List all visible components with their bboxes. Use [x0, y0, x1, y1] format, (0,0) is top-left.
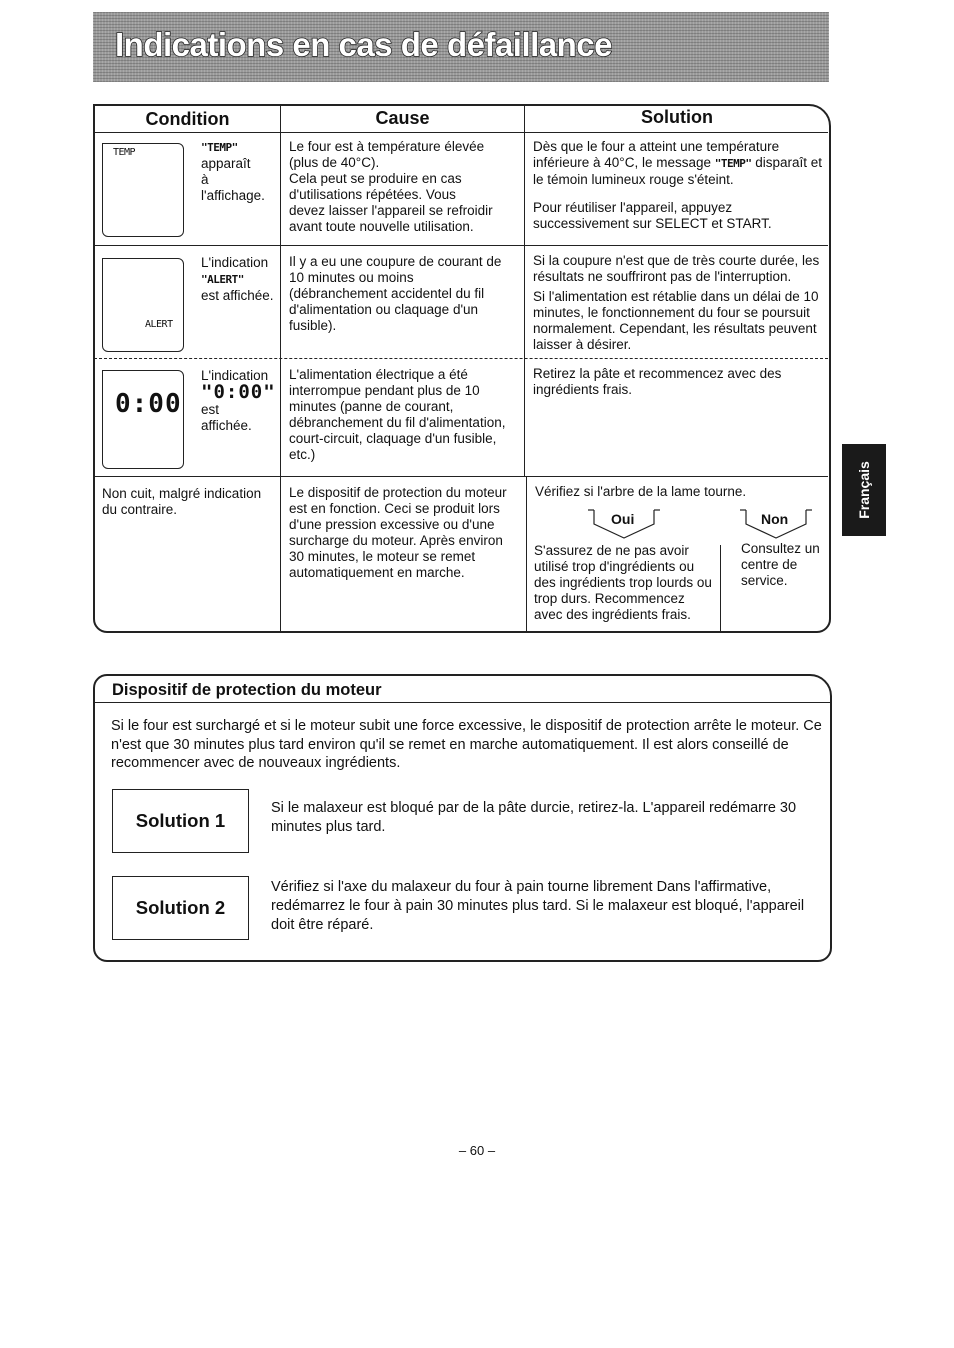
condition-line: l'affichage.	[201, 188, 265, 203]
lcd-display-time	[102, 370, 184, 469]
cause-line: Cela peut se produire en cas	[289, 171, 462, 186]
column-divider	[526, 476, 527, 631]
solution-2-box	[112, 876, 249, 940]
row2-cause	[289, 254, 521, 334]
solution-paragraph	[533, 139, 823, 188]
header-solution: Solution	[641, 107, 713, 127]
section-title: Dispositif de protection du moteur	[112, 681, 382, 699]
solution-paragraph: Si la coupure n'est que de très courte durée, les résultats ne souffriront pas de l'interruption.	[533, 253, 820, 284]
cause-line: d'une pression excessive ou d'une	[289, 517, 495, 532]
solution-paragraph: Si l'alimentation est rétablie dans un délai de 10 minutes, le fonctionnement du four se poursuit normalement. Cependant, les résultats peuvent laisser à désirer.	[533, 289, 819, 352]
row1-cause	[289, 139, 521, 235]
solution-keyword: "TEMP"	[714, 157, 752, 170]
cause-line: d'alimentation ou claquage d'un	[289, 302, 479, 317]
cause-line: Il y a eu une coupure de courant de	[289, 254, 502, 269]
cause-line: Le dispositif de protection du moteur	[289, 485, 507, 500]
row2-solution	[533, 253, 826, 353]
cause-line: interrompue pendant plus de 10	[289, 383, 480, 398]
row4-condition: Non cuit, malgré indication du contraire.	[102, 486, 262, 517]
solution-1-label: Solution 1	[135, 810, 226, 831]
cause-line: (débranchement accidentel du fil	[289, 286, 485, 301]
solution-2-text: Vérifiez si l'axe du malaxeur du four à pain tourne librement Dans l'affirmative, redémarrez le four à pain 30 minutes plus tard. Si le malaxeur est bloqué, l'appareil doit être réparé.	[271, 879, 805, 933]
lcd-label: TEMP	[113, 147, 136, 158]
row-divider	[94, 245, 828, 246]
lcd-display-temp	[102, 143, 184, 237]
language-tab-label: Français	[856, 461, 872, 519]
cause-line: etc.)	[289, 447, 316, 462]
row-divider	[94, 476, 828, 477]
page-title: Indications en cas de défaillance	[115, 26, 613, 63]
solution-paragraph: Pour réutiliser l'appareil, appuyez successivement sur SELECT et START.	[533, 200, 772, 231]
condition-line: L'indication	[201, 368, 269, 383]
condition-line: L'indication	[201, 255, 269, 270]
condition-line: est affichée.	[201, 288, 274, 303]
condition-keyword: "ALERT"	[201, 273, 244, 286]
cause-line: surcharge du moteur. Après environ	[289, 533, 503, 548]
title-banner	[93, 12, 829, 82]
cause-line: Le four est à température élevée	[289, 139, 485, 154]
condition-line: apparaît	[201, 156, 251, 171]
column-divider	[524, 105, 525, 476]
cause-line: L'alimentation électrique a été	[289, 367, 468, 382]
cause-line: 10 minutes ou moins	[289, 270, 414, 285]
row4-solution-intro: Vérifiez si l'arbre de la lame tourne.	[535, 484, 747, 499]
cause-line: (plus de 40°C).	[289, 155, 380, 170]
cause-line: débranchement du fil d'alimentation,	[289, 415, 506, 430]
cause-line: court-circuit, claquage d'un fusible,	[289, 431, 497, 446]
row3-solution: Retirez la pâte et recommencez avec des ingrédients frais.	[533, 366, 782, 397]
language-tab	[842, 444, 886, 536]
section-intro: Si le four est surchargé et si le moteur subit une force excessive, le dispositif de protection arrête le moteur. Ce n'est que 30 minutes plus tard environ qu'il se remet en marche automatiquement. Il est alors conseillé de recommencer avec de nouveaux ingrédients.	[111, 718, 822, 771]
cause-line: minutes (panne de courant,	[289, 399, 454, 414]
row3-condition	[201, 368, 279, 434]
row-divider	[94, 358, 828, 359]
condition-line: affichée.	[201, 418, 252, 433]
cause-line: d'utilisations répétées. Vous	[289, 187, 456, 202]
yes-label: Oui	[611, 511, 635, 527]
solution-1-text: Si le malaxeur est bloqué par de la pâte durcie, retirez-la. L'appareil redémarre 30 minutes plus tard.	[271, 800, 797, 835]
column-divider	[280, 105, 281, 631]
row4-cause	[289, 485, 521, 581]
solution-text: disparaît et le témoin lumineux rouge s'éteint.	[533, 155, 823, 187]
cause-line: fusible).	[289, 318, 337, 333]
row3-cause	[289, 367, 521, 463]
row1-condition	[201, 139, 279, 204]
header-divider	[94, 132, 828, 133]
solution-2-label: Solution 2	[135, 897, 226, 918]
no-text: Consultez un centre de service.	[741, 541, 820, 588]
section-divider	[93, 702, 830, 703]
cause-line: avant toute nouvelle utilisation.	[289, 219, 474, 234]
yes-text: S'assurez de ne pas avoir utilisé trop d'ingrédients ou des ingrédients trop lourds ou trop durs. Recommencez avec des ingrédients frais.	[534, 543, 712, 622]
row2-condition	[201, 255, 279, 304]
condition-line: à	[201, 172, 209, 187]
header-condition: Condition	[145, 109, 230, 129]
condition-digits: "0:00"	[201, 381, 276, 403]
lcd-display-alert	[102, 258, 184, 352]
cause-line: 30 minutes, le moteur se remet	[289, 549, 476, 564]
column-divider	[720, 545, 721, 631]
cause-line: est en fonction. Ceci se produit lors	[289, 501, 500, 516]
page-number: – 60 –	[458, 1143, 496, 1158]
condition-line: est	[201, 402, 220, 417]
solution-text: Dès que le four a atteint une température inférieure à 40°C, le message	[533, 139, 780, 170]
cause-line: automatiquement en marche.	[289, 565, 465, 580]
header-cause: Cause	[375, 108, 430, 128]
row1-solution	[533, 139, 823, 232]
cause-line: devez laisser l'appareil se refroidir	[289, 203, 493, 218]
lcd-label: ALERT	[145, 319, 173, 330]
condition-keyword: "TEMP"	[201, 141, 238, 154]
solution-1-box	[112, 789, 249, 853]
lcd-digits: 0:00	[115, 389, 182, 419]
no-label: Non	[761, 511, 789, 527]
